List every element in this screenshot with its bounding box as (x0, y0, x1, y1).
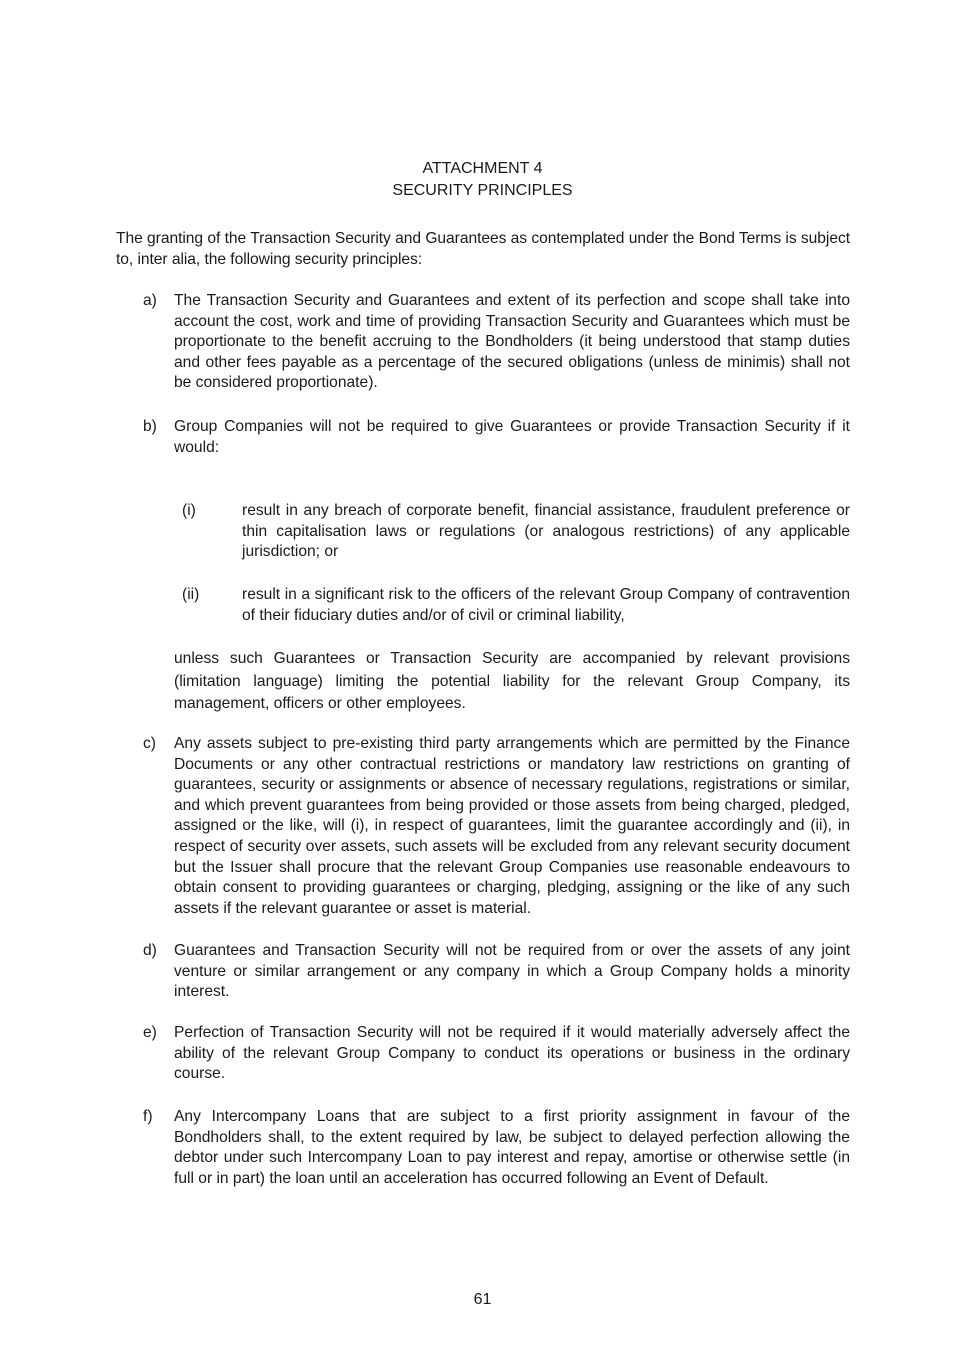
item-a-label: a) (143, 292, 157, 309)
item-b-label: b) (143, 418, 157, 435)
intro-paragraph: The granting of the Transaction Security and Guarantees as contemplated under the Bond Terms is subject to, inter alia, the following security principles: (116, 230, 850, 268)
subitem-ii-label: (ii) (182, 586, 200, 603)
item-c-text: Any assets subject to pre-existing third party arrangements which are permitted by the Finance Documents or any other contractual restrictions or mandatory law restrictions on granting of guarantees, security or assignments or absence of necessary regulations, registrations or similar, and which prevent guarantees from being provided or those assets from being charged, pledged, assigned or the like, will (i), in respect of guarantees, limit the guarantee accordingly and (ii), in respect of security over assets, such assets will be excluded from any relevant security document but the Issuer shall procure that the relevant Group Companies use reasonable endeavours to obtain consent to providing guarantees or charging, pledging, assigning or the like of any such assets if the relevant guarantee or asset is material. (174, 735, 850, 917)
item-c-label: c) (143, 735, 156, 752)
attachment-heading: ATTACHMENT 4 (422, 160, 543, 177)
subitem-ii-text: result in a significant risk to the officers of the relevant Group Company of contravention of their fiduciary duties and/or of civil or criminal liability, (242, 586, 850, 624)
section-title: SECURITY PRINCIPLES (392, 182, 573, 199)
item-f-text: Any Intercompany Loans that are subject to a first priority assignment in favour of the Bondholders shall, to the extent required by law, be subject to delayed perfection allowing the debtor under such Intercompany Loan to pay interest and repay, amortise or otherwise settle (in full or in part) the loan until an acceleration has occurred following an Event of Default. (174, 1108, 850, 1187)
item-d-text: Guarantees and Transaction Security will not be required from or over the assets of any joint venture or similar arrangement or any company in which a Group Company holds a minority interest. (174, 942, 850, 1001)
item-e-text: Perfection of Transaction Security will not be required if it would materially adversely affect the ability of the relevant Group Company to conduct its operations or business in the ordinary course. (174, 1024, 850, 1083)
item-f-label: f) (143, 1108, 153, 1125)
subitem-i-label: (i) (182, 502, 196, 519)
item-b-text: Group Companies will not be required to give Guarantees or provide Transaction Security if it would: (174, 418, 850, 456)
item-d-label: d) (143, 942, 157, 959)
subitem-i-text: result in any breach of corporate benefit, financial assistance, fraudulent preference or thin capitalisation laws or regulations (or analogous restrictions) of any applicable jurisdiction; or (242, 502, 850, 561)
item-a-text: The Transaction Security and Guarantees and extent of its perfection and scope shall take into account the cost, work and time of providing Transaction Security and Guarantees which must be proportionate to the benefit accruing to the Bondholders (it being understood that stamp duties and other fees payable as a percentage of the secured obligations (unless de minimis) shall not be considered proportionate). (174, 292, 850, 392)
unless-clause: unless such Guarantees or Transaction Security are accompanied by relevant provisions (limitation language) limiting the potential liability for the relevant Group Company, its management, officers or other employees. (174, 650, 850, 713)
page-number: 61 (473, 1291, 492, 1308)
item-e-label: e) (143, 1024, 157, 1041)
